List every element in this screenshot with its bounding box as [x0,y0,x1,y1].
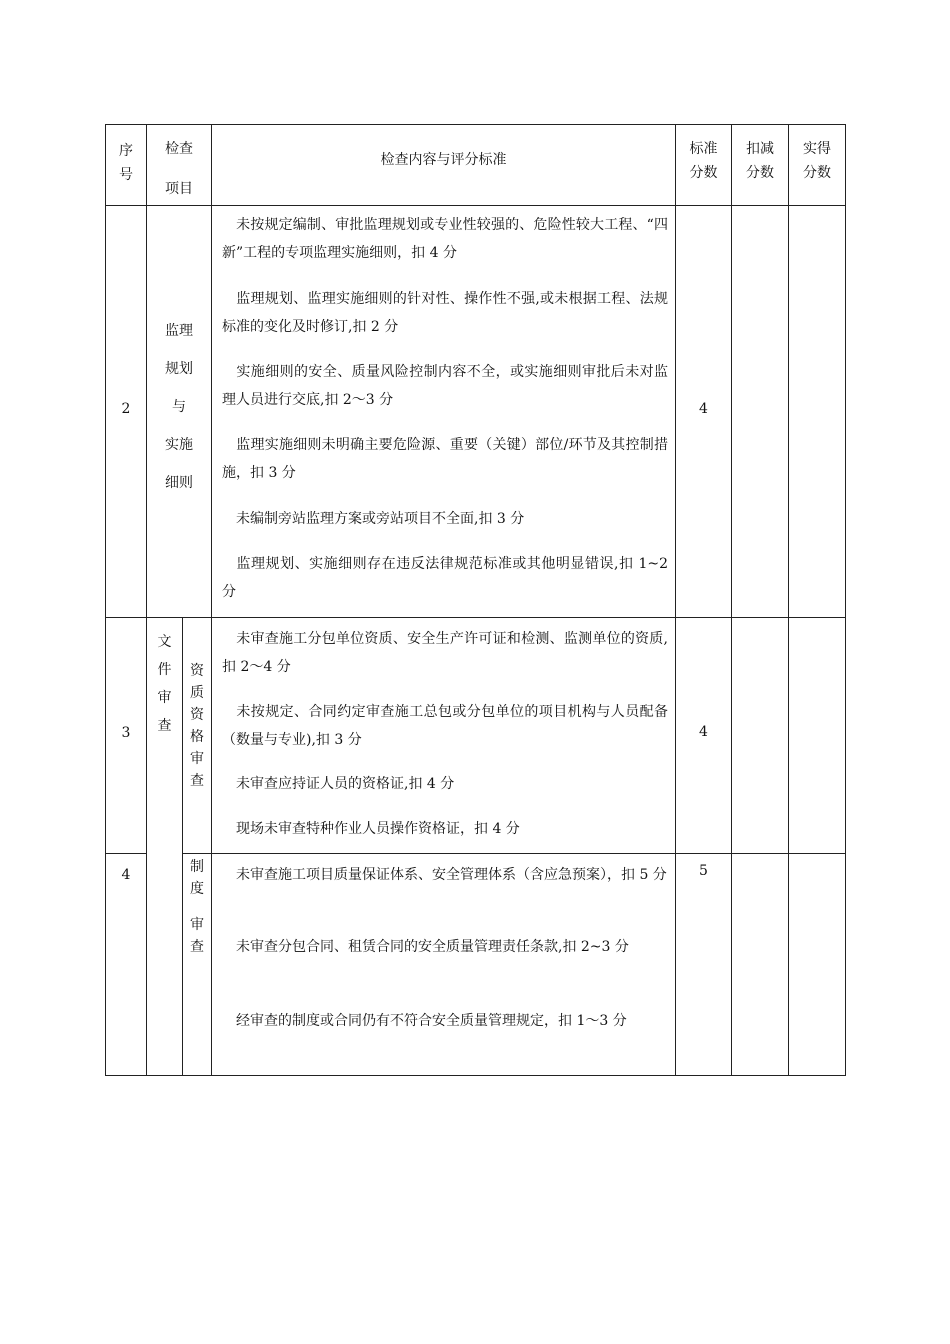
criteria-item: 未编制旁站监理方案或旁站项目不全面,扣 3 分 [236,511,525,527]
criteria-item: 未审查应持证人员的资格证,扣 4 分 [236,776,455,792]
col-divider [211,124,212,1076]
row-divider [105,617,846,618]
header-divider [105,205,846,206]
header-deduct-score: 扣减 分数 [746,141,774,181]
row-item: 监理 规划 与 实施 细则 [165,323,193,491]
row-item: 资 质 资 格 审 查 [190,663,204,789]
row-seq: 3 [121,725,131,741]
table-border-bottom [105,1075,846,1076]
table-border-right [845,124,846,1076]
row-seq: 2 [121,401,131,417]
col-divider [146,124,147,1076]
header-actual-score: 实得 分数 [803,141,831,181]
col-divider [675,124,676,1076]
row-group: 文 件 审 查 [157,634,172,734]
standard-score: 4 [699,401,708,417]
criteria-item: 监理规划、实施细则存在违反法律规范标准或其他明显错误,扣 1~2 分 [222,556,668,600]
row-seq: 4 [121,867,131,883]
row-item: 制 度 审 查 [190,859,204,955]
table-border-left [105,124,106,1076]
row-divider [105,853,146,854]
header-standard-score: 标准 分数 [689,141,718,181]
standard-score: 5 [699,863,708,879]
header-seq: 序 号 [119,143,133,183]
criteria-item: 监理实施细则未明确主要危险源、重要（关键）部位/环节及其控制措施，扣 3 分 [222,437,668,481]
criteria-item: 未审查施工项目质量保证体系、安全管理体系（含应急预案），扣 5 分 [236,867,667,883]
header-item: 检查 项目 [165,141,193,197]
criteria-item: 未审查施工分包单位资质、安全生产许可证和检测、监测单位的资质,扣 2～4 分 [222,631,668,675]
criteria-item: 现场未审查特种作业人员操作资格证，扣 4 分 [236,821,520,837]
header-content: 检查内容与评分标准 [380,152,507,168]
col-divider [788,124,789,1076]
criteria-item: 未按规定编制、审批监理规划或专业性较强的、危险性较大工程、“四新”工程的专项监理实施细则，扣 4 分 [222,217,668,261]
table-border-top [105,124,846,125]
criteria-item: 监理规划、监理实施细则的针对性、操作性不强,或未根据工程、法规标准的变化及时修订,扣 2 分 [222,291,668,335]
criteria-item: 未审查分包合同、租赁合同的安全质量管理责任条款,扣 2~3 分 [236,939,629,955]
criteria-item: 未按规定、合同约定审查施工总包或分包单位的项目机构与人员配备（数量与专业),扣 3 分 [222,704,668,748]
row-divider [182,853,846,854]
col-divider [731,124,732,1076]
criteria-item: 经审查的制度或合同仍有不符合安全质量管理规定，扣 1～3 分 [236,1013,627,1029]
standard-score: 4 [699,724,708,740]
criteria-item: 实施细则的安全、质量风险控制内容不全，或实施细则审批后未对监理人员进行交底,扣 2～3 分 [222,364,668,408]
